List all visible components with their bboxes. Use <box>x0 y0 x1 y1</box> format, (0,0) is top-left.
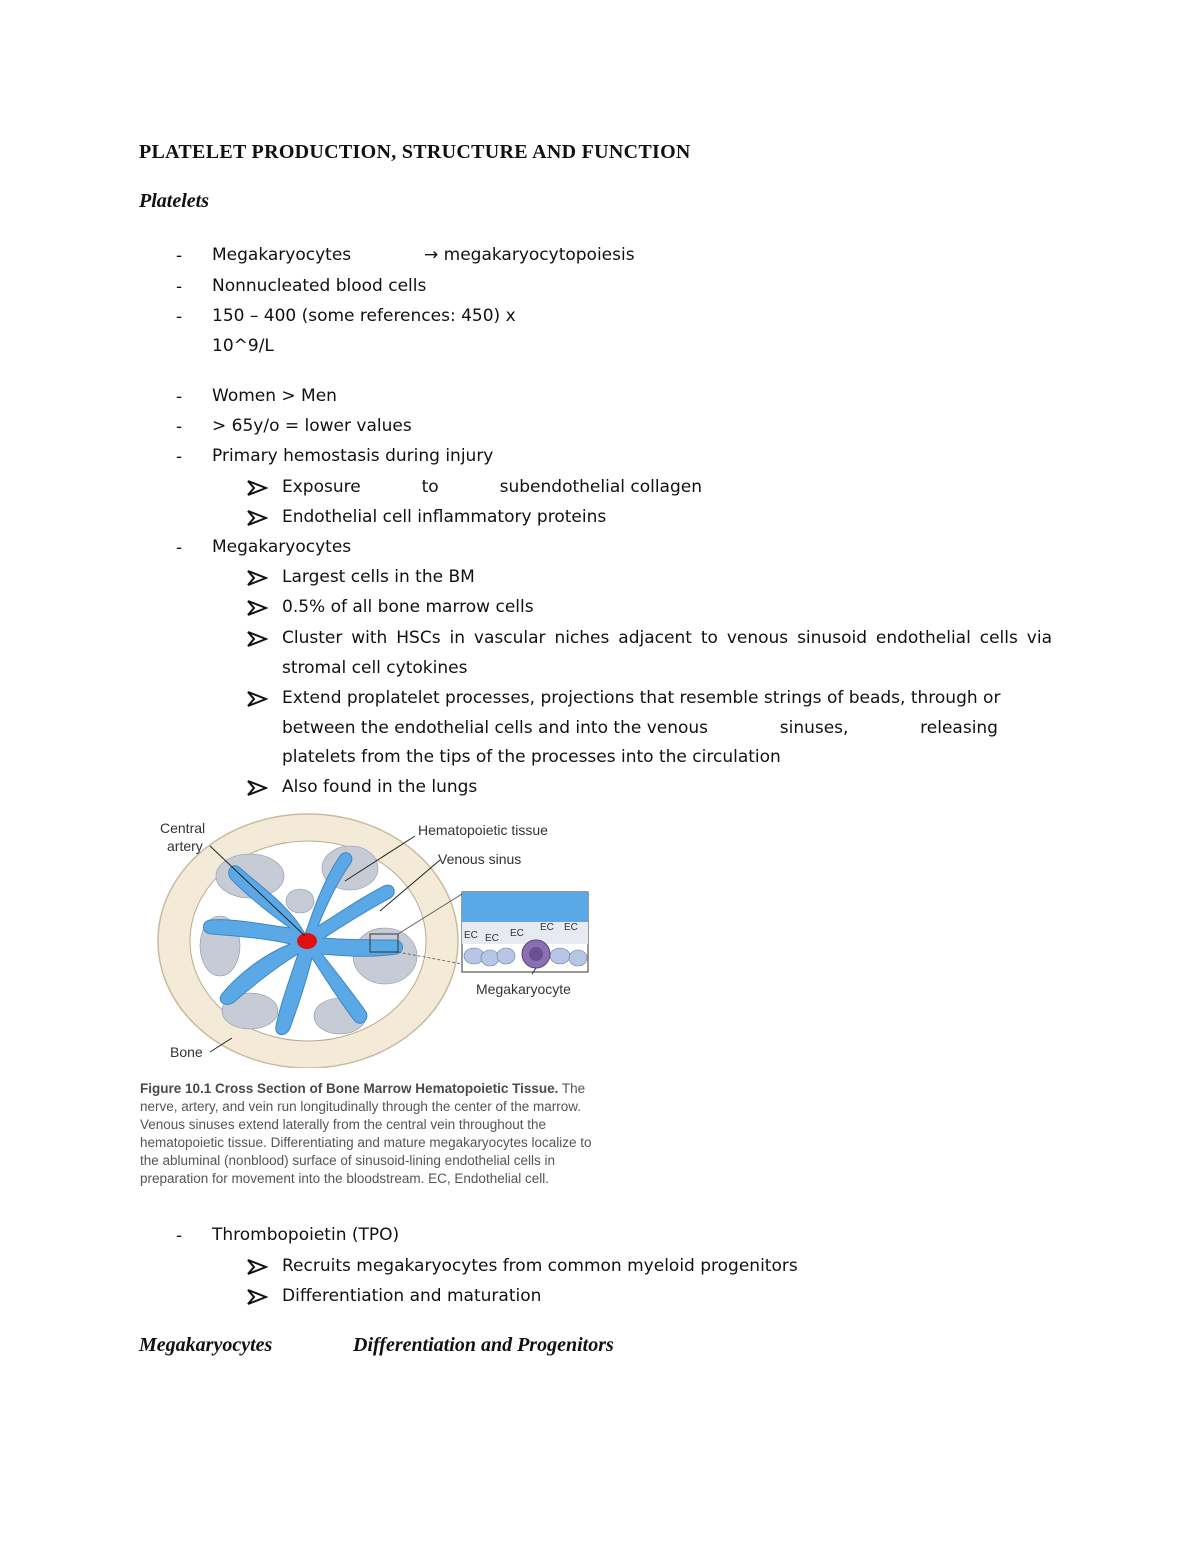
section-heading-differentiation: Differentiation and Progenitors <box>353 1334 614 1356</box>
arrow-bullet-icon <box>246 630 268 648</box>
bullet-count-line1: 150 – 400 (some references: 450) x <box>212 306 516 326</box>
label-megakaryocyte: Megakaryocyte <box>476 981 571 997</box>
label-bone: Bone <box>170 1044 203 1060</box>
label-central-artery: Central <box>160 820 206 836</box>
arrow-bullet-icon <box>246 599 268 617</box>
sub-bullet-cluster-line1: Cluster with HSCs in vascular niches adjacent to venous sinusoid endothelial cells via <box>282 628 1052 648</box>
sub-bullet-extend-line1: Extend proplatelet processes, projections that resemble strings of beads, through or <box>282 688 1001 708</box>
arrow-bullet-icon <box>246 690 268 708</box>
page-title: PLATELET PRODUCTION, STRUCTURE AND FUNCTION <box>139 141 691 163</box>
ec-label: EC <box>464 930 478 941</box>
bullet-megakaryocytes: Megakaryocytes <box>212 245 352 265</box>
label-central-artery-2: artery <box>167 838 203 854</box>
bullet-dash: - <box>176 417 183 437</box>
bullet-dash: - <box>176 307 183 327</box>
bullet-dash: - <box>176 246 183 266</box>
bullet-age: > 65y/o = lower values <box>212 416 412 436</box>
bullet-women-men: Women > Men <box>212 386 337 406</box>
sub-bullet-lungs: Also found in the lungs <box>282 777 478 797</box>
sub-bullet-extend-line3: platelets from the tips of the processes into the circulation <box>282 747 781 767</box>
arrow-bullet-icon <box>246 1288 268 1306</box>
central-artery <box>297 933 317 949</box>
sub-bullet-recruits: Recruits megakaryocytes from common myeloid progenitors <box>282 1256 798 1276</box>
sub-bullet-percent: 0.5% of all bone marrow cells <box>282 597 534 617</box>
sub-bullet-extend-line2: between the endothelial cells and into the venous sinuses, releasing <box>282 718 998 738</box>
figure-caption <box>140 1080 596 1188</box>
bullet-megakaryocytes-2: Megakaryocytes <box>212 537 352 557</box>
sub-bullet-largest: Largest cells in the BM <box>282 567 475 587</box>
arrow-bullet-icon <box>246 479 268 497</box>
figure-caption-text: The nerve, artery, and vein run longitudinally through the center of the marrow. Venous sinuses extend laterally from the central vein throughout the hematopoietic tissue. Differentiating and mature megakaryocytes localize to the abluminal (nonblood) surface of sinusoid-lining endothelial cells in preparation for movement into the bloodstream. EC, Endothelial cell. <box>140 1081 592 1186</box>
sub-bullet-cluster-line2: stromal cell cytokines <box>282 658 468 678</box>
ec-label: EC <box>540 922 554 933</box>
bullet-dash: - <box>176 387 183 407</box>
bullet-count-line2: 10^9/L <box>212 336 274 356</box>
arrow-bullet-icon <box>246 779 268 797</box>
bullet-hemostasis: Primary hemostasis during injury <box>212 446 494 466</box>
sub-bullet-differentiation: Differentiation and maturation <box>282 1286 542 1306</box>
bullet-dash: - <box>176 1226 183 1246</box>
bullet-tpo: Thrombopoietin (TPO) <box>212 1225 400 1245</box>
bullet-megakaryocytopoiesis: → megakaryocytopoiesis <box>424 245 635 265</box>
arrow-bullet-icon <box>246 509 268 527</box>
label-hematopoietic: Hematopoietic tissue <box>418 822 548 838</box>
bullet-dash: - <box>176 277 183 297</box>
sub-bullet-endothelial: Endothelial cell inflammatory proteins <box>282 507 607 527</box>
arrow-bullet-icon <box>246 569 268 587</box>
ec-label: EC <box>485 933 499 944</box>
bullet-dash: - <box>176 538 183 558</box>
bullet-dash: - <box>176 447 183 467</box>
figure-caption-title: Figure 10.1 Cross Section of Bone Marrow Hematopoietic Tissue. <box>140 1081 559 1096</box>
ec-label: EC <box>510 928 524 939</box>
ec-label: EC <box>564 922 578 933</box>
label-venous-sinus: Venous sinus <box>438 851 522 867</box>
section-heading-megakaryocytes: Megakaryocytes <box>139 1334 273 1356</box>
bone-marrow-diagram <box>140 806 600 1068</box>
sub-bullet-exposure: Exposure to subendothelial collagen <box>282 477 702 497</box>
section-heading-platelets: Platelets <box>139 190 209 212</box>
bone-marrow-figure <box>140 806 600 1206</box>
arrow-bullet-icon <box>246 1258 268 1276</box>
bullet-nonnucleated: Nonnucleated blood cells <box>212 276 427 296</box>
